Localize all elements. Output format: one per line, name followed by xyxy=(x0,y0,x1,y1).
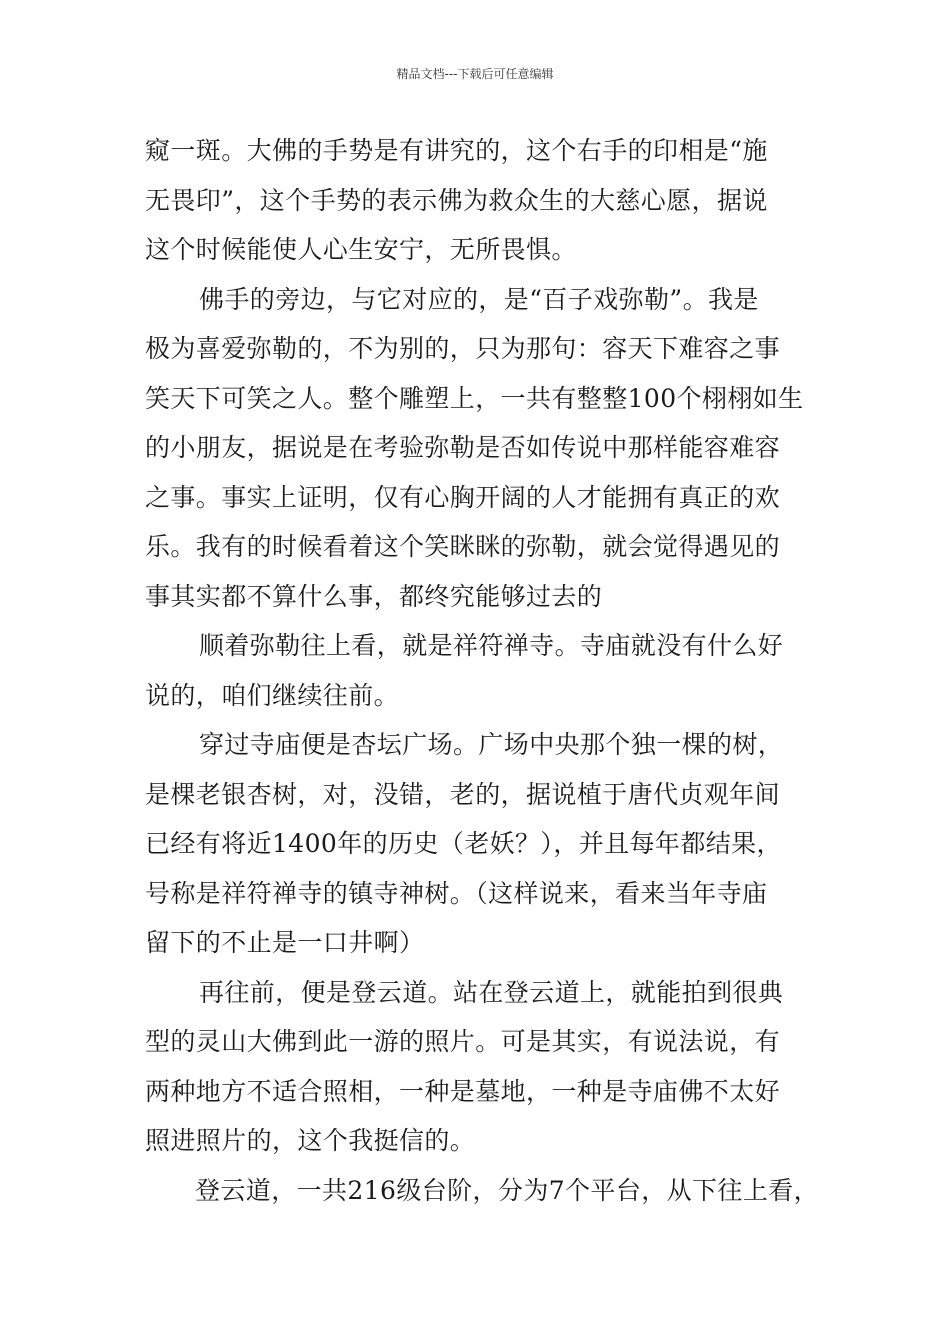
paragraph-6 xyxy=(145,1166,825,1216)
document-body xyxy=(145,126,825,1215)
text-line: 这个时候能使人心生安宁，无所畏惧。 xyxy=(145,235,577,264)
text-line: 乐。我有的时候看着这个笑眯眯的弥勒，就会觉得遇见的 xyxy=(145,532,781,561)
text-line: 窥一斑。大佛的手势是有讲究的，这个右手的印相是“施 xyxy=(145,136,768,165)
text-line: 笑天下可笑之人。整个雕塑上，一共有整整100个栩栩如生 xyxy=(145,383,804,413)
text-line: 照进照片的，这个我挺信的。 xyxy=(145,1126,476,1155)
text-line: 穿过寺庙便是杏坛广场。广场中央那个独一棵的树， xyxy=(199,730,784,759)
paragraph-2 xyxy=(145,275,825,622)
paragraph-1 xyxy=(145,126,825,275)
text-line: 登云道，一共216级台阶，分为7个平台，从下往上看， xyxy=(195,1175,820,1205)
text-line: 顺着弥勒往上看，就是祥符禅寺。寺庙就没有什么好 xyxy=(199,631,784,660)
text-line: 说的，咱们继续往前。 xyxy=(145,680,400,710)
text-line: 已经有将近1400年的历史（老妖？），并且每年都结果， xyxy=(145,829,782,858)
text-line: 无畏印”，这个手势的表示佛为救众生的大慈心愿，据说 xyxy=(145,185,768,215)
text-line: 的小朋友，据说是在考验弥勒是否如传说中那样能容难容 xyxy=(145,433,781,462)
paragraph-4 xyxy=(145,720,825,968)
text-line: 事其实都不算什么事，都终究能够过去的 xyxy=(145,581,603,611)
paragraph-3 xyxy=(145,621,825,720)
text-line: 极为喜爱弥勒的，不为别的，只为那句：容天下难容之事 xyxy=(145,334,781,363)
text-line: 是棵老银杏树，对，没错，老的，据说植于唐代贞观年间 xyxy=(145,779,781,809)
text-line: 佛手的旁边，与它对应的，是“百子戏弥勒”。我是 xyxy=(199,284,759,314)
text-line: 留下的不止是一口井啊） xyxy=(145,928,425,957)
page-header: 精品文档---下载后可任意编辑 xyxy=(396,67,554,81)
paragraph-5 xyxy=(145,968,825,1166)
text-line: 之事。事实上证明，仅有心胸开阔的人才能拥有真正的欢 xyxy=(145,482,781,512)
text-line: 再往前，便是登云道。站在登云道上，就能拍到很典 xyxy=(199,977,784,1007)
text-line: 号称是祥符禅寺的镇寺神树。（这样说来，看来当年寺庙 xyxy=(145,878,768,908)
text-line: 两种地方不适合照相，一种是墓地，一种是寺庙佛不太好 xyxy=(145,1076,781,1106)
text-line: 型的灵山大佛到此一游的照片。可是其实，有说法说，有 xyxy=(145,1027,781,1056)
